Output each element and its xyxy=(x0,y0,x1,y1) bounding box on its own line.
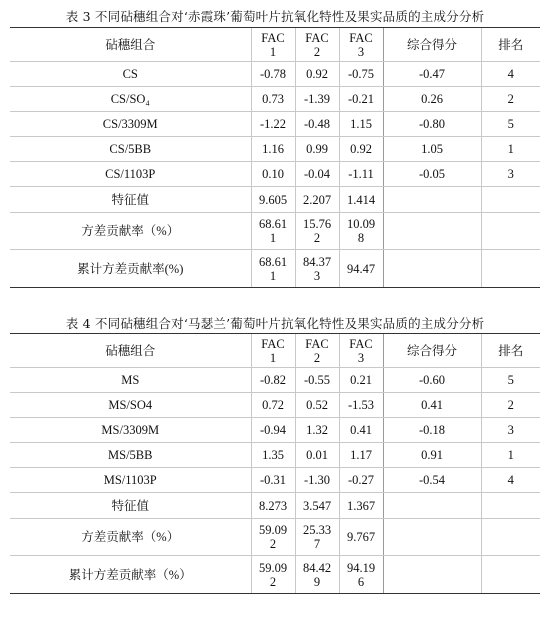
cell-score: 0.41 xyxy=(383,393,481,418)
cell-score: -0.60 xyxy=(383,368,481,393)
cell-fac3: 1.367 xyxy=(339,493,383,519)
eigenvalue-label: 特征值 xyxy=(10,493,251,519)
header-combo: 砧穗组合 xyxy=(10,334,251,368)
cell-combo: CS/3309M xyxy=(10,112,251,137)
table-row xyxy=(10,418,540,443)
cell-rank: 1 xyxy=(481,137,540,162)
cell-fac3: 1.414 xyxy=(339,187,383,213)
cumulative-row xyxy=(10,250,540,288)
cell-fac2: 84.42 9 xyxy=(295,556,339,594)
cell-empty xyxy=(481,187,540,213)
cell-empty xyxy=(383,556,481,594)
cell-combo: CS xyxy=(10,62,251,87)
cumulative-label: 累计方差贡献率（%） xyxy=(10,556,251,594)
table-row xyxy=(10,137,540,162)
cell-fac3: 94.47 xyxy=(339,250,383,288)
eigenvalue-label: 特征值 xyxy=(10,187,251,213)
cell-score: -0.05 xyxy=(383,162,481,187)
cell-combo: MS/3309M xyxy=(10,418,251,443)
cell-fac1: 68.61 1 xyxy=(251,213,295,250)
cell-empty xyxy=(481,493,540,519)
cell-fac3: -0.27 xyxy=(339,468,383,493)
cell-empty xyxy=(383,213,481,250)
cell-fac1: 1.16 xyxy=(251,137,295,162)
table4-caption: 表 4 不同砧穗组合对‘马瑟兰’葡萄叶片抗氧化特性及果实品质的主成分分析 xyxy=(65,316,485,331)
cell-fac1: 9.605 xyxy=(251,187,295,213)
cell-fac2: 0.52 xyxy=(295,393,339,418)
cell-fac1: -0.94 xyxy=(251,418,295,443)
table-row xyxy=(10,112,540,137)
cell-fac2: 0.01 xyxy=(295,443,339,468)
eigenvalue-row xyxy=(10,493,540,519)
cell-fac3: 0.92 xyxy=(339,137,383,162)
cell-fac3: 0.21 xyxy=(339,368,383,393)
cell-combo: CS/1103P xyxy=(10,162,251,187)
table-row xyxy=(10,468,540,493)
cell-rank: 2 xyxy=(481,87,540,112)
cell-combo: MS/5BB xyxy=(10,443,251,468)
table-row xyxy=(10,443,540,468)
cell-fac3: 1.15 xyxy=(339,112,383,137)
header-fac3: FAC 3 xyxy=(339,334,383,368)
cell-empty xyxy=(383,493,481,519)
header-fac1: FAC 1 xyxy=(251,334,295,368)
cell-score: -0.80 xyxy=(383,112,481,137)
cell-fac2: 15.76 2 xyxy=(295,213,339,250)
cell-fac1: -0.31 xyxy=(251,468,295,493)
variance-label: 方差贡献率（%） xyxy=(10,213,251,250)
cell-score: 0.26 xyxy=(383,87,481,112)
cell-fac2: -1.39 xyxy=(295,87,339,112)
cell-score: -0.47 xyxy=(383,62,481,87)
cell-fac2: -1.30 xyxy=(295,468,339,493)
cell-fac2: -0.04 xyxy=(295,162,339,187)
cell-fac3: 94.19 6 xyxy=(339,556,383,594)
cell-fac1: 0.72 xyxy=(251,393,295,418)
header-fac2: FAC 2 xyxy=(295,334,339,368)
cell-fac2: -0.55 xyxy=(295,368,339,393)
cell-score: 0.91 xyxy=(383,443,481,468)
table-row xyxy=(10,87,540,112)
cell-combo: MS xyxy=(10,368,251,393)
variance-label: 方差贡献率（%） xyxy=(10,519,251,556)
cell-empty xyxy=(481,250,540,288)
cell-fac1: 59.09 2 xyxy=(251,556,295,594)
header-combo: 砧穗组合 xyxy=(10,28,251,62)
cell-fac1: 0.10 xyxy=(251,162,295,187)
cell-score: -0.18 xyxy=(383,418,481,443)
header-rank: 排名 xyxy=(481,28,540,62)
cell-fac3: -1.53 xyxy=(339,393,383,418)
table4-header-row xyxy=(10,334,540,368)
cell-fac3: -0.75 xyxy=(339,62,383,87)
header-fac2: FAC 2 xyxy=(295,28,339,62)
cell-rank: 3 xyxy=(481,418,540,443)
cell-fac1: -0.78 xyxy=(251,62,295,87)
header-fac1: FAC 1 xyxy=(251,28,295,62)
cell-empty xyxy=(383,519,481,556)
cell-fac2: 2.207 xyxy=(295,187,339,213)
cell-fac1: 0.73 xyxy=(251,87,295,112)
cell-fac2: 25.33 7 xyxy=(295,519,339,556)
cell-fac1: -0.82 xyxy=(251,368,295,393)
cell-fac3: 0.41 xyxy=(339,418,383,443)
cell-fac1: 59.09 2 xyxy=(251,519,295,556)
cell-combo: CS/5BB xyxy=(10,137,251,162)
cell-fac1: 8.273 xyxy=(251,493,295,519)
eigenvalue-row xyxy=(10,187,540,213)
cell-fac3: -0.21 xyxy=(339,87,383,112)
cell-fac3: 9.767 xyxy=(339,519,383,556)
cell-rank: 3 xyxy=(481,162,540,187)
table-row xyxy=(10,368,540,393)
cell-rank: 4 xyxy=(481,62,540,87)
table-row xyxy=(10,393,540,418)
table3-caption: 表 3 不同砧穗组合对‘赤霞珠’葡萄叶片抗氧化特性及果实品质的主成分分析 xyxy=(65,9,485,24)
header-fac3: FAC 3 xyxy=(339,28,383,62)
cumulative-row xyxy=(10,556,540,594)
cell-fac2: 0.92 xyxy=(295,62,339,87)
cell-fac3: -1.11 xyxy=(339,162,383,187)
cell-rank: 4 xyxy=(481,468,540,493)
cell-fac2: 84.37 3 xyxy=(295,250,339,288)
cell-rank: 5 xyxy=(481,368,540,393)
cell-combo: MS/1103P xyxy=(10,468,251,493)
table3 xyxy=(10,27,540,288)
cell-rank: 1 xyxy=(481,443,540,468)
variance-row xyxy=(10,213,540,250)
cell-score: 1.05 xyxy=(383,137,481,162)
table-row xyxy=(10,62,540,87)
cell-rank: 2 xyxy=(481,393,540,418)
cell-fac3: 1.17 xyxy=(339,443,383,468)
header-rank: 排名 xyxy=(481,334,540,368)
cell-fac2: -0.48 xyxy=(295,112,339,137)
cell-empty xyxy=(383,250,481,288)
cell-fac1: 68.61 1 xyxy=(251,250,295,288)
header-score: 综合得分 xyxy=(383,334,481,368)
cell-rank: 5 xyxy=(481,112,540,137)
cell-empty xyxy=(481,519,540,556)
table-row xyxy=(10,162,540,187)
cell-combo: MS/SO4 xyxy=(10,393,251,418)
cell-fac2: 3.547 xyxy=(295,493,339,519)
variance-row xyxy=(10,519,540,556)
cumulative-label: 累计方差贡献率(%) xyxy=(10,250,251,288)
cell-score: -0.54 xyxy=(383,468,481,493)
table4 xyxy=(10,333,540,594)
header-score: 综合得分 xyxy=(383,28,481,62)
cell-empty xyxy=(481,556,540,594)
cell-fac1: -1.22 xyxy=(251,112,295,137)
table3-header-row xyxy=(10,28,540,62)
cell-empty xyxy=(481,213,540,250)
cell-fac1: 1.35 xyxy=(251,443,295,468)
cell-combo: CS/SO₄ xyxy=(10,87,251,112)
cell-fac2: 1.32 xyxy=(295,418,339,443)
cell-fac3: 10.09 8 xyxy=(339,213,383,250)
cell-empty xyxy=(383,187,481,213)
cell-fac2: 0.99 xyxy=(295,137,339,162)
